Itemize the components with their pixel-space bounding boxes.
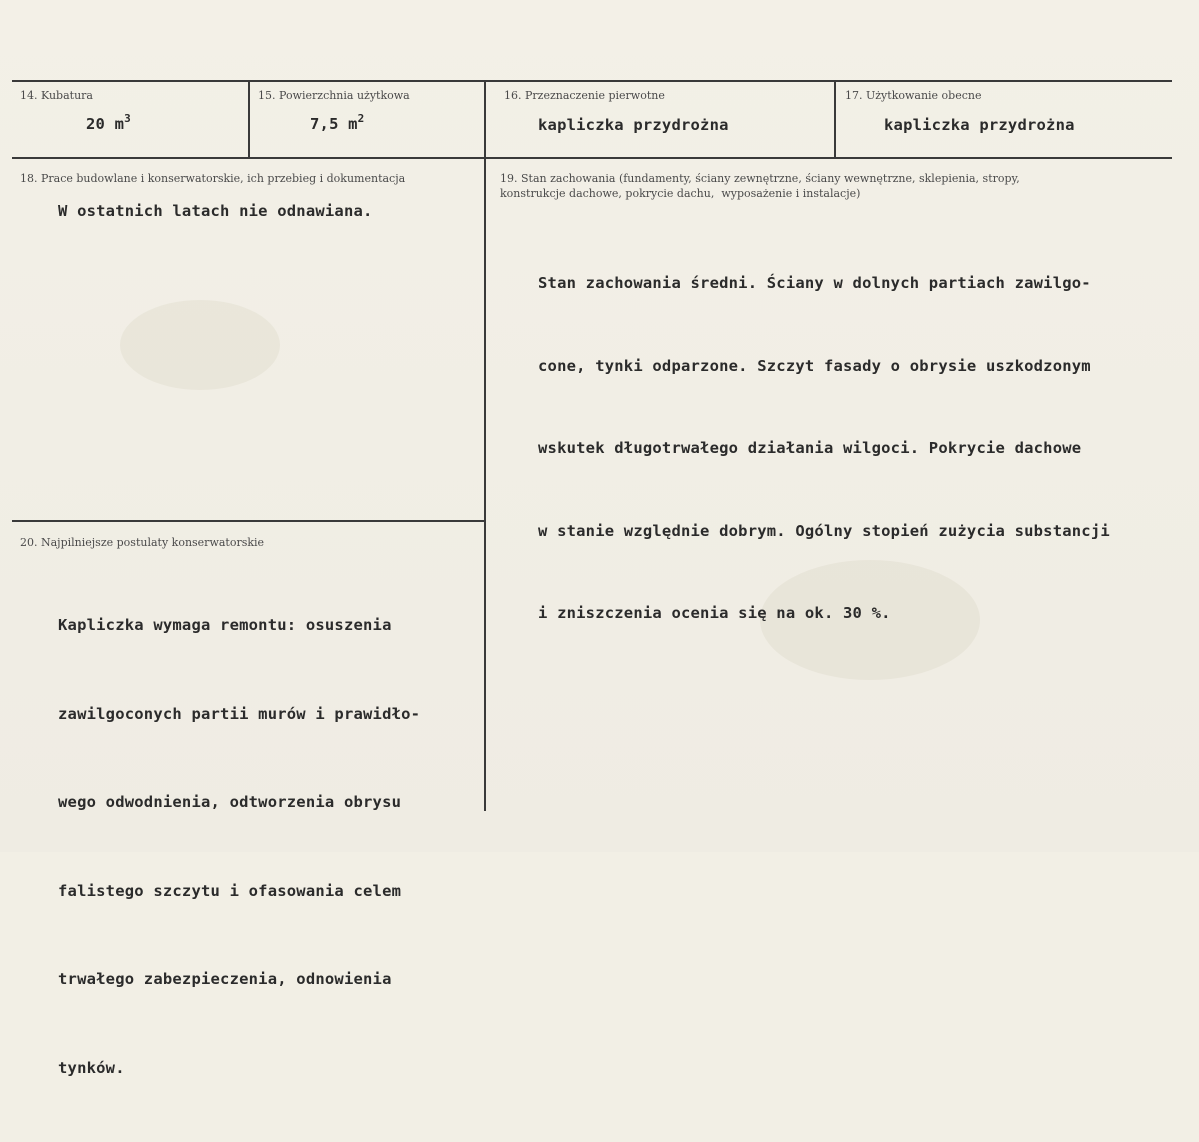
col-divider bbox=[834, 81, 836, 157]
field-17-label: 17. Użytkowanie obecne bbox=[845, 89, 982, 102]
field-15-label: 15. Powierzchnia użytkowa bbox=[258, 89, 410, 102]
mid-rule bbox=[12, 520, 484, 522]
field-19-line: w stanie względnie dobrym. Ogólny stopień zużycia substancji bbox=[538, 521, 1110, 540]
field-15-value: 7,5 $m^2$ bbox=[310, 112, 365, 133]
top-rule bbox=[12, 80, 1172, 82]
col-divider bbox=[484, 81, 486, 811]
field-19-line: i zniszczenia ocenia się na ok. 30 %. bbox=[538, 604, 891, 622]
field-20-line: tynków. bbox=[58, 1058, 125, 1077]
field-19-line: wskutek długotrwałego działania wilgoci. Pokrycie dachowe bbox=[538, 439, 1082, 457]
field-20-line: zawilgoconych partii murów i prawidło- bbox=[58, 704, 421, 723]
field-20-line: falistego szczytu i ofasowania celem bbox=[58, 881, 402, 900]
paper-stain bbox=[120, 300, 280, 390]
field-18-value: W ostatnich latach nie odnawiana. bbox=[58, 202, 373, 220]
field-20-text bbox=[58, 552, 420, 1142]
field-16-value: kapliczka przydrożna bbox=[538, 116, 729, 134]
field-19-label: 19. Stan zachowania (fundamenty, ściany zewnętrzne, ściany wewnętrzne, sklepienia, stropy, konstrukcje dachowe, pokrycie dachu, wyposażenie i instalacje) bbox=[500, 172, 1020, 200]
field-20-line: trwałego zabezpieczenia, odnowienia bbox=[58, 970, 392, 988]
field-14-value: 20 $m^3$ bbox=[86, 112, 131, 133]
field-17-value: kapliczka przydrożna bbox=[884, 116, 1075, 134]
field-19-text bbox=[538, 215, 1110, 683]
row-rule bbox=[12, 157, 1172, 159]
field-18-label: 18. Prace budowlane i konserwatorskie, ich przebieg i dokumentacja bbox=[20, 172, 406, 185]
field-16-label: 16. Przeznaczenie pierwotne bbox=[504, 89, 665, 102]
field-14-label: 14. Kubatura bbox=[20, 89, 93, 102]
field-19-line: cone, tynki odparzone. Szczyt fasady o obrysie uszkodzonym bbox=[538, 356, 1091, 375]
field-20-line: wego odwodnienia, odtworzenia obrysu bbox=[58, 793, 402, 811]
col-divider bbox=[248, 81, 250, 157]
field-20-label: 20. Najpilniejsze postulaty konserwatorskie bbox=[20, 536, 265, 549]
field-19-line: Stan zachowania średni. Ściany w dolnych partiach zawilgo- bbox=[538, 274, 1091, 292]
field-20-line: Kapliczka wymaga remontu: osuszenia bbox=[58, 616, 392, 634]
